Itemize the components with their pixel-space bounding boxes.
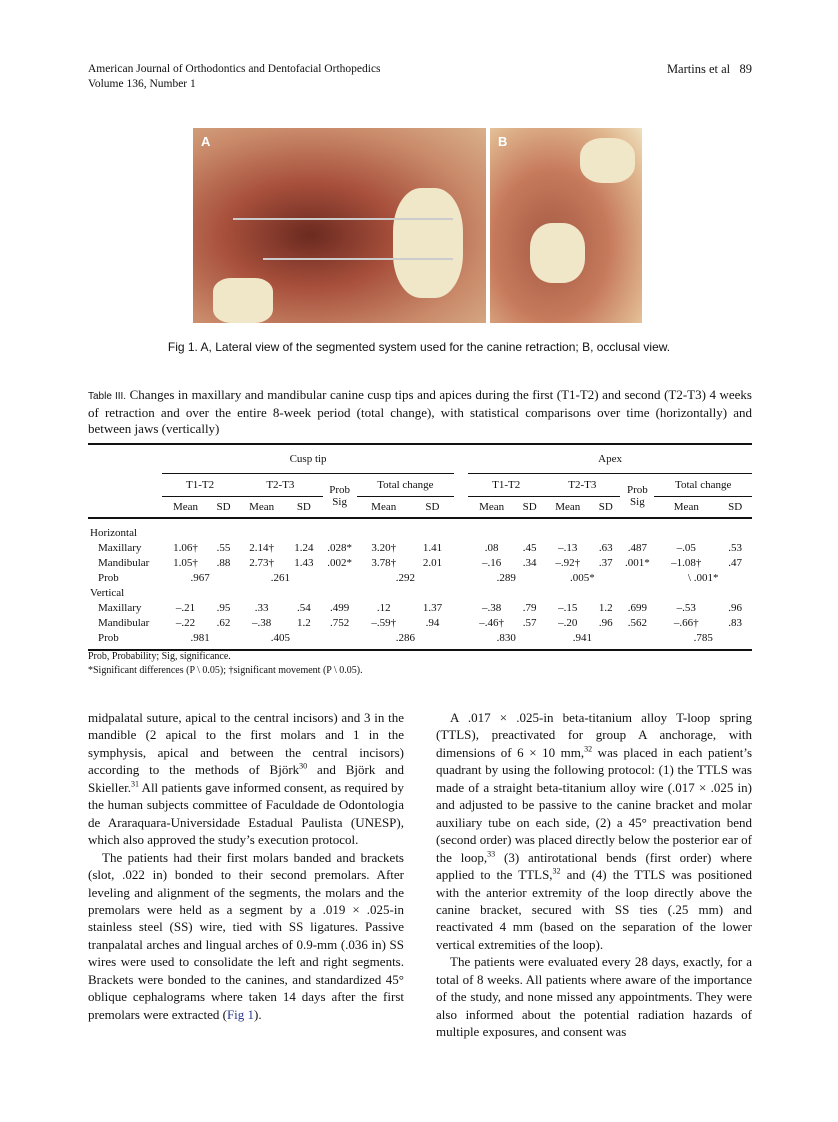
table-cell: –.46† [479,616,504,629]
row-label: Maxillary [98,601,142,614]
citation-ref[interactable]: 31 [130,779,139,789]
table-cell: .12 [376,601,391,614]
page-number: 89 [739,62,752,76]
text-run: and Björk and Skieller. [88,762,404,795]
table-cell: .94 [425,616,440,629]
table-cell: .499 [330,601,350,614]
text-run: All patients gave informed consent, as required by the human subjects committee of Faculdade de Odontologia de Araraquara-Universidade Estadual Paulista (UNESP), which also approved the study’s execution protocol. [88,779,404,848]
subgroup-header: Prob Sig [323,474,357,519]
table-cell: 3.20† [371,541,397,554]
table-cell: 2.73† [249,556,274,569]
figure-label-b: B [498,134,508,149]
table-cell: .83 [728,616,742,629]
wire [233,218,453,220]
column-header: Mean [357,497,411,519]
section-label: Vertical [90,586,125,599]
prob-cell: .405 [270,631,290,644]
prob-cell: .286 [395,631,415,644]
subgroup-header: T1-T2 [162,474,238,497]
tooth [213,278,273,323]
column-header: Mean [468,497,515,519]
table-cell: .79 [522,601,537,614]
table-cell: .08 [484,541,499,554]
prob-cell: .785 [693,631,713,644]
table-cell: –.05 [676,541,696,554]
table-cell: –.53 [676,601,696,614]
authors: Martins et al [666,62,731,76]
table-cell: –.15 [558,601,578,614]
table-row [88,630,752,650]
table-cell: –.22 [175,616,196,629]
table-cell: –.20 [558,616,578,629]
table-title: Changes in maxillary and mandibular canine cusp tips and apices during the first (T1-T2) and second (T2-T3) 4 weeks of retraction and over the entire 8-week period (total change), with statistical comparisons over time (horizontally) and between jaws (vertically) [88,387,752,436]
paragraph [88,849,404,1024]
table-cell: .55 [216,541,231,554]
table-row [88,570,752,585]
body-column-left [88,709,404,1023]
table-cell: –.38 [251,616,272,629]
citation-ref[interactable]: 30 [299,762,308,772]
table-cell: 1.05† [173,556,198,569]
tooth [530,223,585,283]
text-run: The patients were evaluated every 28 days, exactly, for a total of 8 weeks. All patients where aware of the importance of the study, and none missed any appointments. They were also informed about the potential radiation hazards of multiple exposures, and consent was [436,954,752,1040]
figure-caption: Fig 1. A, Lateral view of the segmented system used for the canine retraction; B, occlusal view. [167,340,671,354]
text-run: was placed in each patient’s quadrant by using the following protocol: (1) the TTLS was made of a straight beta-titanium alloy wire (.017 × .025 in) and adjusted to be passive to the canine bracket and molar auxiliary tube on each side, (2) a 45° preactivation bend (second order) was placed directly below the posterior ear of the loop, [436,744,752,865]
running-header [88,62,381,92]
row-label: Prob [98,571,119,584]
prob-cell: \ .001* [687,571,719,584]
body-column-right [436,709,752,1041]
table-row [88,615,752,630]
table-cell: –.66† [673,616,699,629]
paragraph [88,709,404,849]
table-cell: –.21 [175,601,196,614]
prob-cell: .981 [190,631,210,644]
column-header: Mean [544,497,591,519]
table-cell: .487 [627,541,648,554]
citation-ref[interactable]: 32 [584,744,593,754]
table-cell: –.13 [558,541,578,554]
subgroup-header: T2-T3 [238,474,323,497]
table-cell: .002* [327,556,352,569]
row-label: Prob [98,631,119,644]
citation-ref[interactable]: 32 [552,866,561,876]
prob-cell: .261 [270,571,290,584]
section-label: Horizontal [90,526,138,539]
subgroup-header: T1-T2 [468,474,544,497]
group-header: Apex [468,444,752,474]
table-cell: .752 [330,616,350,629]
subgroup-header: Total change [654,474,752,497]
table-cell: .54 [296,601,311,614]
column-header: Mean [162,497,209,519]
table-cell: .47 [728,556,742,569]
column-header: SD [209,497,238,519]
table-cell: .562 [627,616,648,629]
table-cell: .001* [625,556,650,569]
prob-cell: .830 [496,631,516,644]
table-cell: 1.2 [296,616,311,629]
figure-label-a: A [201,134,211,149]
table-label: Table III. [88,391,127,402]
table-cell: 2.14† [249,541,274,554]
subgroup-header: T2-T3 [544,474,620,497]
prob-cell: .005* [569,571,595,584]
figure-link[interactable]: Fig 1 [226,1006,255,1022]
table-cell: 1.37 [422,601,443,614]
column-header: SD [718,497,752,519]
table-cell: .62 [216,616,231,629]
table-cell: 1.2 [598,601,613,614]
table-cell: .53 [728,541,742,554]
text-run: The patients had their first molars banded and brackets (slot, .022 in) bonded to their second premolars. After leveling and alignment of the segments, the molars and the premolars were held as a segment by a .019 × .025-in stainless steel (SS) wire, tied with SS ligatures. Passive tranpalatal arches and lingual arches of 0.9-mm (.036 in) SS wires were used to consolidate the left and right segments. Brackets were bonded to the canines, and standardized 45° oblique cephalograms where taken 14 days after the first premolars were extracted ( [88,849,404,1022]
table-cell: .57 [522,616,537,629]
prob-cell: .941 [572,631,592,644]
table-cell: –.38 [481,601,502,614]
table-cell: .95 [216,601,231,614]
prob-cell: .292 [395,571,415,584]
text-run: midpalatal suture, apical to the central incisors) and 3 in the mandible (2 apical to the first molars and 1 in the symphysis, apical and between the central incisors) according to the methods of Björk [88,710,404,778]
table-row [88,540,752,555]
table-cell: 1.43 [294,556,314,569]
row-label: Mandibular [98,556,150,569]
table-cell: 1.24 [294,541,314,554]
citation-ref[interactable]: 33 [487,849,496,859]
table-row [88,555,752,570]
paragraph [436,709,752,953]
text-run: and (4) the TTLS was positioned with the anterior extremity of the loop directly above the canine bracket, secured with SS ties (.25 mm) and reactivated 4 mm (based on the separation of the lower vertical extremities of the loop). [436,867,752,952]
figure-photo-lateral [193,128,486,323]
table-cell: –.92† [555,556,581,569]
group-header: Cusp tip [162,444,454,474]
table-cell: .63 [598,541,613,554]
table-cell: .37 [598,556,613,569]
table-cell: .88 [216,556,231,569]
table-cell: 1.41 [422,541,443,554]
footnote-significance: *Significant differences (P \ 0.05); †significant movement (P \ 0.05). [88,665,363,676]
table-cell: –.16 [481,556,502,569]
subgroup-header: Prob Sig [620,474,654,519]
table-cell: 3.78† [371,556,397,569]
results-table [88,443,752,651]
table-caption [88,387,752,437]
subgroup-header: Total change [357,474,455,497]
table-cell: .028* [327,541,352,554]
wire [263,258,453,260]
table-cell: .96 [728,601,742,614]
column-header: SD [591,497,620,519]
tooth [393,188,463,298]
table-cell: .34 [522,556,537,569]
table-cell: .33 [254,601,269,614]
footnote-abbrev: Prob, Probability; Sig, significance. [88,651,231,662]
tooth [580,138,635,183]
column-header: SD [515,497,544,519]
text-run: (3) antirotational bends (first order) where applied to the TTLS, [436,849,752,883]
table-cell: 2.01 [422,556,443,569]
table-footnotes [88,650,363,678]
table-cell: .699 [627,601,648,614]
row-label: Maxillary [98,541,142,554]
column-header: SD [285,497,323,519]
column-header: Mean [654,497,718,519]
figure-photo-occlusal [490,128,642,323]
table-cell: .45 [522,541,537,554]
table-cell: 1.06† [173,541,198,554]
text-run: A .017 × .025-in beta-titanium alloy T-loop spring (TTLS), preactivated for group A anchorage, with dimensions of 6 × 10 mm, [436,710,752,760]
table-row [88,600,752,615]
paragraph [436,953,752,1040]
journal-title: American Journal of Orthodontics and Dentofacial Orthopedics [88,63,381,75]
table-cell: .96 [598,616,613,629]
prob-cell: .967 [190,571,210,584]
journal-volume: Volume 136, Number 1 [88,78,196,90]
table-cell: –1.08† [671,556,702,569]
column-header: SD [411,497,454,519]
prob-cell: .289 [496,571,516,584]
row-label: Mandibular [98,616,150,629]
column-header: Mean [238,497,285,519]
table-cell: –.59† [371,616,397,629]
page-info [667,62,752,77]
text-run: ). [254,1006,262,1022]
